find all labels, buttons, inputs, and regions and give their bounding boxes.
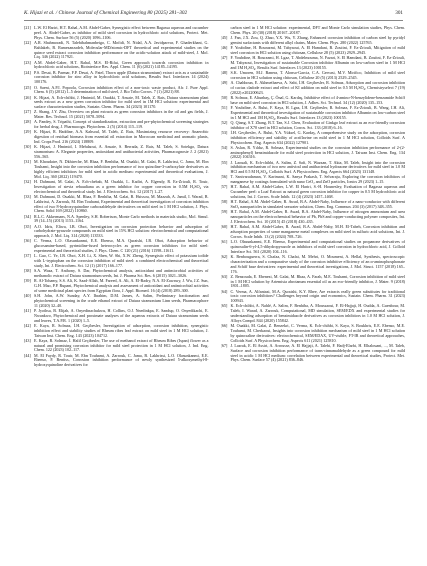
- reference-entry: [221, 344, 406, 363]
- reference-number: [46]: [220, 45, 228, 51]
- reference-number: [54]: [220, 144, 228, 150]
- reference-text: Z. Shang, J.Y. Zhu, Overview on plant extracts as green corrosion inhibitors in the oil and gas fields, J. Mater. Res. Technol. 15 (2021) 5078–5094.: [34, 109, 209, 120]
- reference-entry: [24, 145, 209, 160]
- reference-number: [23]: [24, 59, 31, 65]
- reference-number: [47]: [220, 55, 228, 61]
- reference-number: [45]: [220, 35, 228, 41]
- reference-number: [38]: [24, 268, 31, 274]
- reference-text: J. Laouali, K. Ech-chihbi, A. Salim, Z. Safi, N. Wazzan, T. Akta, M. Taleb, Insight into the corrosion inhibition mechanism of two new antiviral and antibacterial hydrazone derivatives for mild steel in 1.0 M HCl and 0.5 M H₂SO₄, Colloids Surf. A Physicochem. Eng. Aspects 664 (2023) 131148.: [230, 159, 405, 175]
- reference-text: L.W. El Hariri, H.T. Rahal, A.M. Abdel-Gaber, Synergistic effect between Bagassa aqueous and cucumber peel. A. Abdel-Gaber, as inhibitor of mild steel corrosion in hydrochloric acid solutions, Protect. Met. Phys. Chem. Surface 56 (5) (2020) 1096–1106.: [34, 26, 209, 40]
- reference-number: [50]: [220, 94, 228, 100]
- reference-entry: [221, 56, 406, 71]
- reference-text: M. El Faydy, R. Touir, M. Ebn Touhami, A. Zarrouk, C. Jama, B. Lakhrissi, L.O. Olasunkanmi, E.E. Ebenso, F. Bentiss, Corrosion inhibition performance of newly synthesized 5-alkoxymethyl-8-hydroxyquinoline derivatives for: [34, 352, 209, 368]
- reference-entry: [24, 130, 209, 145]
- reference-number: [22]: [24, 39, 31, 45]
- reference-entry: [24, 160, 209, 179]
- reference-text: carbon steel in 1 M HCl solution: experimental, DFT and Monte Carlo simulation studies, Phys. Chem. Chem. Phys. 20 (30) (2018) 20167–20187.: [230, 26, 405, 35]
- reference-text: K. Hijazi, R. Haddine, A.A. Kahsoul, M. Taleb, Z. Rais, Maximizing resource recovery: Anaerobic digestion of residual biomass from essential oil extraction in Moroccan medicinal and aromatic plants, Ind. Crops Prod. 216 (2024) 118809.: [34, 129, 209, 145]
- reference-number: [35]: [24, 223, 31, 229]
- reference-number: [40]: [24, 293, 31, 299]
- reference-text: S. Aslan, R. Yıldız, R. Solmaz, Experimental studies on the corrosion inhibition performance of 2-(2-aminophenyl) benzimidazole for mild steel protection in HCl solution, J. Taiwan Inst. Chem. Eng. 134 (2022) 104316.: [230, 144, 405, 160]
- reference-entry: [24, 254, 209, 269]
- reference-text: T. Sanivaradaman, V. Karimani, K. Sanya Prakash, T. Selvaraju, Exploring the corrosion inhibitors of manganese by coatings formulated with nano CeO₂ and ZnO particles, Ionics 29 (2023) 1–15.: [230, 174, 405, 185]
- left-column: [24, 26, 209, 552]
- reference-entry: [221, 324, 406, 343]
- reference-text: H.T. Rahal, A.M. Abdel-Gaber, R. Awad, B.A. Abdel-Naby, Influence of a nano-conductor with different SnO₂ nanoparticles in simulated seawater solution, Chem. Eng. Commun. 204 (3) (2017) 348–355.: [230, 199, 405, 210]
- references-body: [24, 26, 405, 552]
- reference-number: [53]: [220, 129, 228, 135]
- reference-number: [27]: [24, 109, 31, 115]
- reference-number: [25]: [24, 84, 31, 90]
- reference-number: [30]: [24, 144, 31, 150]
- reference-entry: [24, 309, 209, 324]
- reference-text: J. Fan, J.X. Zou, Q. Zhao, Y.X. Wu, Y. Zhang, Enhanced corrosion inhibition of carbon steel by pyridyl gemini surfactants with different alkyl chains, Mater. Chem. Phys. 280 (2022) 125765.: [230, 35, 405, 45]
- reference-text: L.O. Olasunkanmi, E.E. Ebenso, Experimental and computational studies on propanone derivatives of quinoxalin-6-yl-4,5-dihydropyrazole as inhibitors of mild steel corrosion in hydrochloric acid, J. Colloid Interface Sci. 561 (2020) 104–116.: [230, 239, 405, 254]
- reference-entry: [24, 239, 209, 254]
- reference-entry: [221, 255, 406, 274]
- reference-number: [32]: [24, 178, 31, 184]
- reference-text: E. Kaya, R. Solmaz, İ. Halil Geçibesler, The use of methanol extract of Rheum Ribes (Ispan) flower as a natural and promising corrosion inhibitor for mild steel protection in 1 M HCl solution, J. Ind. Eng. Chem. 122 (2023) 102–117.: [34, 337, 209, 353]
- reference-text: M. Ouakki, M. Galai, Z. Benzekri, C. Verma, K. Ech-chihbi, S. Kaya, S. Boukhris, E.E. Ebenso, M.E. Touhami, M. Cherkaoui, Insights into corrosion inhibition mechanism of mild steel in 1 M HCl solution by quinoxaline derivatives: electrochemical, SEM/EDAX, UV-visible, FT-IR and theoretical approaches, Colloids Surf. A Physicochem. Eng. Aspects 611 (2021) 125810.: [230, 323, 405, 343]
- reference-number: [37]: [24, 253, 31, 259]
- reference-text: P.S. Desai, B. Parmar, F.P. Desai, A. Patel, Thorn apple (Datura stramonium) extract acts as a sustainable corrosion inhibitor for zinc alloy in hydrochloric acid solutions, Results Surf. Interfaces 14 (2024) 100176.: [34, 69, 209, 85]
- reference-number: [65]: [220, 303, 228, 309]
- reference-text: K. Benbouguerra, S. Chafaa, N. Chafai, M. Mehri, O. Moumeni, A. Hellal, Synthesis, spectroscopic characterization and a comparative study of the corrosion inhibitive efficiency of an α-aminophosphonate and Schiff base derivatives: experimental and theoretical investigations, J. Mol. Struct. 1157 (2018) 165–176.: [230, 254, 405, 274]
- reference-text: K. Hijazi, J. Hmimid, I. Mehdaoui, A. Ansaie, S. Berrada, Z. Rais, M. Taleb, S. Sotekgo, Datura stramonium: A. Elegante properties, antioxidant and antibacterial activities, Pharmacognosie J. 2 (2021) 556–565.: [34, 144, 209, 160]
- reference-text: Z. Benzouda, E. Ebenezi, M. Galai, M. Rbaa, A. Farah, M.E. Touhami, Corrosion inhibition of mild steel in 1 M HCl solution by Artemisia abrotanum essential oil as an eco-friendly inhibitor, J. Mater. 9 (2018) 1801–1805.: [230, 273, 405, 289]
- reference-entry: [221, 146, 406, 161]
- reference-number: [24]: [24, 69, 31, 75]
- reference-number: [26]: [24, 94, 31, 100]
- reference-entry: [221, 210, 406, 225]
- reference-number: [42]: [24, 322, 31, 328]
- reference-entry: [24, 225, 209, 240]
- reference-text: M. Khoudaire, N. Dkhireche, M. Rbaa, F. Benhiba, M. Ouakki, M. Galai, B. Lakhrissi, C. Jama, M. Ebn Touhami, Insight into the corrosion inhibition performance of two quinoline-3-carboxylate derivatives as highly efficient inhibitors for mild steel in acidic medium: experimental and theoretical evaluations, J. Mol. Liq. 360 (2022) 119470.: [34, 159, 209, 179]
- reference-entry: [221, 81, 406, 96]
- reference-text: K. Hijazi, A. Ech-chihbi, J. Hmimid, M. Ouakki, T. Ansaie, M. Taleb, Z. Rais, Datura stramonium plant seeds extract as a new green corrosion inhibitor for mild steel in 1M HCl solution: experimental and surface characterization studies, Sustain. Chem. Pharm. 34 (2023) 101170.: [34, 94, 209, 110]
- reference-text: F. Youbdine, H. Bourazmi, M. Tabyaoui, A. El Hamdani, B. Zouitni, F. Ez-Zriouli, Mitigation of mild steel corrosion in HCl solution using chitosan, Cellulose 28 (5) (2023) 2929–2945.: [230, 45, 405, 55]
- reference-text: Q. Qiang, S.T. Zhang, B.T. Tan, S.J. Chen, Evaluation of Ginkgo leaf extract as an eco-friendly corrosion inhibitor of X70 steel in HCl solution, Corros. Sci. 133 (2018) 6–16.: [230, 119, 405, 130]
- reference-text: O. Saeni, A.P.I. Popoola, Corrosion inhibition effect of a non-toxic waste product, Afr. J. Pure Appl. Chem. 6 (5) (2012) 1–5 determination of mild steel, J. Bio Tribo Corros. 7 (1) (2021) 88.: [34, 84, 209, 95]
- reference-number: [59]: [220, 209, 228, 215]
- reference-number: [51]: [220, 104, 228, 110]
- reference-number: [36]: [24, 238, 31, 244]
- journal-citation: K. Hijazi et al. / Chinese Journal of Chemical Engineering 80 (2025) 281–302: [24, 10, 188, 16]
- reference-entry: [221, 304, 406, 323]
- reference-entry: [24, 26, 209, 41]
- reference-entry: [24, 354, 209, 369]
- reference-number: [56]: [220, 174, 228, 180]
- reference-number: [61]: [220, 239, 228, 245]
- reference-entry: [24, 41, 209, 60]
- reference-number: [60]: [220, 224, 228, 230]
- reference-text: R.L.C. Akkermans, N.A. Spenley, S.H. Robertson, Monte Carlo methods in materials studio, Mol. Simul. 39 (14–15) (2013) 1153–1164.: [34, 213, 209, 224]
- reference-text: C. Verma, A. Alfantazi, M.A. Quraishi, K.Y. Rhee, Are extracts really green substitutes for traditional toxic corrosion inhibitors? Challenges beyond origin and economics, Sustain. Chem. Pharm. 31 (2023) 100943.: [230, 288, 405, 304]
- reference-entry: [24, 294, 209, 309]
- reference-number: [49]: [220, 80, 228, 85]
- reference-entry: [221, 275, 406, 290]
- reference-entry: [221, 225, 406, 240]
- reference-number: [31]: [24, 159, 31, 165]
- reference-number: [62]: [220, 254, 228, 259]
- reference-text: L. Guo, C. Ye, I.B. Obot, X.H. Li, X. Shen, W. Shi, X.W. Zheng, Synergistic effect of potassium iodide with L-tryptophan on the corrosion inhibition of mild steel: a combined electrochemical and theoretical study, Int. J. Electrochem. Sci. 12 (1) (2017) 166–177.: [34, 253, 209, 268]
- reference-text: İ.H. Geçibesler, A. Bulut, Y.A. Yüksel, G. Kardaş, A comprehensive study on the adsorption, corrosion inhibition efficiency and stability of acriflavine on mild steel in 1 M HCl solution, Colloids Surf. A Physicochem. Eng. Aspects 634 (2022) 127901.: [230, 129, 405, 145]
- reference-entry: [24, 180, 209, 195]
- reference-text: P. Jyothsa, B. Elijah, A. Onyedinachukwu, H. Collins, O.J. Nnedinkpa, E. Sandup, O. Onyedikachi, E. Nwankwo, Phytochemical and proximate analyses of the aqueous extracts of Datura stramonium seeds and leaves, T.A.P.R. 1 (2020) 1–5.: [34, 307, 209, 323]
- reference-entry: [24, 71, 209, 86]
- reference-number: [43]: [24, 337, 31, 343]
- reference-entry: [24, 195, 209, 214]
- reference-text: K. Ech-chihbi, A. Nahlé, A. Salim, F. Benhiba, A. Moussaoui, F. El-Hajjaji, H. Oudda, A. Guenbour, M. Taleb, I. Warad, A. Zarrouk, Computational, MD simulation, SEM/EDX and experimental studies for understanding adsorption of benzimidazole derivatives as corrosion inhibitors in 1.0 M HCl solution, J. Alloys Compd. 844 (2020) 155842.: [230, 303, 405, 323]
- reference-text: A.M. Abdel-Gaber, H.T. Rahal, M.S. El-Rifai, Green approach towards corrosion inhibition in hydrochloric acid solutions, Biointerface Res. Appl. Chem. 11 (6) (2021) 14185–14195.: [34, 59, 209, 70]
- reference-number: [33]: [24, 193, 31, 199]
- page-number: 301: [395, 10, 403, 16]
- reference-text: J. Lazrak, E. El Assiri, A. Arrousse, A. El Hajjaji, A. Talebi, F. Hadj-Elarbi, H. Elhalouani, ..., M. Taleb, Surface and corrosion inhibition performance of trans-cinnamaldehyde as a green compound for mild steel in acidic 1 M HCl medium: correlation between experimental and theoretical studies, Protect. Met. Phys. Chem. Surface 57 (4) (2021) 836–846.: [230, 342, 405, 363]
- reference-number: [67]: [220, 342, 228, 348]
- reference-text: A.R. Shahmoradi, N. Talebibahmanbeigo, C. Mofidi, N. Nidal, A.A. Javidparvar, F. Ghaderkhani, G. Bahlakeh, B. Ramezanzadeh, Molecular-MD/atomic-DFT theoretical and experimental studies on the quince seed extract corrosion inhibition performance on the acidic-solution attack of mild-steel, J. Mol. Liq. 346 (2022) 117921.: [34, 39, 209, 60]
- reference-text: F. Youbdine, A. Bulut, F. Kaya, H. Lgaz, İ.H. Geçibesler, R. Solmaz, F. Ez-Zriouli, B. Wang, I.H. Ali, Experimental and theoretical investigation of sustainable corrosion inhibitor Albumin on low-carbon steel in 1 M HCl and 1M H₂SO₄, Results Surf. Interfaces 13 (2023) 100155.: [230, 104, 405, 120]
- reference-number: [34]: [24, 213, 31, 219]
- reference-text: C. Verma, L.O. Olasunkanmi, E.E. Ebenso, M.A. Quraishi, I.B. Obot, Adsorption behavior of glucosamine-based, pyrimidine-fused heterocycles as green corrosion inhibitors for mild steel: experimental and theoretical studies, J. Phys. Chem. C 120 (21) (2016) 11598–11611.: [34, 238, 209, 254]
- reference-number: [44]: [24, 352, 31, 358]
- reference-text: S.H. John, A.W. Sunday, A.Y. Ibrahim, D.M. James, A. Salim, Preliminary fractionation and phytochemical screening in the crude ethanol extract of Datura stramonium Linn seeds, Pharmacophore 11 (2020) 32–40.: [34, 293, 209, 308]
- reference-text: F. Youbdine, H. Bourazmi, H. Lgaz, T. Abdelmouma, N. Fazari, S. El Hamdani, B. Zouitni, F. Ez-Zriouli, M. Tabyaoui, Investigation of sustainable Corrosion inhibitor Albumin on low-carbon steel in 1 M HCl and 1M H₂SO₄, Results Surf. Interfaces 13 (2023) 100155.: [230, 55, 405, 70]
- reference-number: [57]: [220, 184, 228, 190]
- right-column: [221, 26, 406, 552]
- reference-number: [52]: [220, 119, 228, 125]
- reference-number: [28]: [24, 119, 31, 125]
- reference-number: [29]: [24, 129, 31, 135]
- reference-entry: [221, 161, 406, 176]
- reference-entry: [24, 279, 209, 294]
- reference-entry: [221, 185, 406, 200]
- reference-entry: [221, 106, 406, 121]
- reference-text: S.K. Umoren, M.J. Banera, T. Alonso-Garcia, C.A. Gervasi, M.V. Mirifico, Inhibition of mild steel corrosion in HCl solution using chitosan, Cellulose 20 (5) (2013) 2529–2545.: [230, 69, 405, 80]
- reference-number: [64]: [220, 288, 228, 294]
- reference-entry: [24, 324, 209, 339]
- reference-number: [66]: [220, 323, 228, 329]
- reference-text: H.T. Rahal, A.M. Abdel-Gaber, R. Awad, B.A. Abdel-Naby, M.H. El-Tabeh, Corrosion inhibition and adsorption properties of some manganese metal complexes on mild steel in sulfuric acid solutions, Int. J. Corros. Scale Inhib. 13 (2) (2024) 708–726.: [230, 224, 405, 239]
- reference-number: [63]: [220, 273, 228, 279]
- reference-number: [41]: [24, 307, 31, 313]
- reference-text: A. Pandey, S. Tripathi, Concept of standardization, extraction and pre-phytochemical screening strategies for herbal drug, J. Pharmacogn. Phytochem. 2 (5) (2014) 115–119.: [34, 119, 209, 130]
- reference-number: [39]: [24, 278, 31, 284]
- reference-entry: [221, 240, 406, 255]
- reference-entry: [221, 131, 406, 146]
- header-rule: [24, 20, 403, 21]
- reference-entry: [221, 290, 406, 305]
- reference-number: [48]: [220, 69, 228, 75]
- reference-text: A. Chahboun, E. Akhmetbaeva, A. Sabi, İ.H. Geçibesler, R. Solmaz, Adsorption and corrosion inhibition of cactus cladode extract and effect of KI addition on mild steel in 0.5 M H₂SO₄, Chemistryselect 7 (19) (2022) e202200623.: [230, 80, 405, 95]
- reference-text: R. Solmaz, E. Altunbaş, Ç. Önal, G. Kardaş, Inhibitive effect of 4-amino-N-benzylidene-benzamide Schiff base on mild steel corrosion in HCl solution, J. Adhes. Sci. Technol. 34 (12) (2020) 135–153.: [230, 94, 405, 105]
- reference-text: S.A. Waza, T. Anthony, S. Dar, Phytochemical analysis, antioxidant and antimicrobial activities of methanolic extract of Datura stramonium seeds, Int. J. Pharma Sci. Res. 6 (2015) 3021–3026.: [34, 268, 209, 279]
- reference-text: H. Dahmani, M. Galai, A. Ech-chebab, M. Ouakki, L. Kadiri, A. Elgendy, R. Ez-Zriouli, R. Touir, Investigation of stevia rebaudiana as a green inhibitor for copper corrosion in 0.5M H₂SO₄ via electrochemical and theoretical study. Int. J. Electrochem. Sci. 12 (2017) 1–27.: [34, 178, 209, 194]
- reference-number: [55]: [220, 159, 228, 165]
- reference-entry: [24, 96, 209, 111]
- reference-number: [58]: [220, 199, 228, 205]
- reference-text: M. Dahmani, D. Ouakki, M. Rbaa, F. Benhiba, M. Galai, B. Hsissou, M. Mazzah, A. Jamil, I. Warad, B. Lakhrissi, A. Zarrouk, M. Ebn Touhami, Experimental and theoretical investigation of corrosion inhibition effect of two 8-hydroxyquinoline carboxaldehyde derivatives on mild steel in 1 M HCl solution, J. Phys. Chem. Solid 169 (2022) 110860.: [34, 193, 209, 214]
- reference-text: E. Kaya, R. Solmaz, İ.H. Geçibesler, Investigation of adsorption, corrosion inhibition, synergistic inhibition effect and stability studies of Rheum ribes leaf extract on mild steel in 1 M HCl solution, J. Taiwan Inst. Chem. Eng. 143 (2023) 104712.: [34, 322, 209, 338]
- reference-number: [21]: [24, 26, 31, 30]
- page-header: [24, 8, 403, 18]
- reference-text: H.T. Rahal, A.M. Abdel-Gaber, L.W. El Hariri, S.-H. Hounesley, Evaluation of Bagassa aqueous and Cucumber peel: a Loaf Extract as natural green corrosion inhibitor for copper in 0.5 M hydrochloric acid solutions, Int. J. Corros. Scale Inhib. 12 (4) (2023) 1457–1468.: [230, 184, 405, 200]
- reference-entry: [24, 339, 209, 354]
- reference-text: H.T. Rahal, A.M. Abdel-Gaber, R. Awad, B.A. Abdel-Naby, Influence of nitrogen ammonium and urea nanoparticles on the electrochemical behavior of Pb, PbS and copper-conducting polymer composites, Int. J. Electrochem. Sci. 10 (2015) 45 (2018) 430–435.: [230, 209, 405, 225]
- reference-text: R. Al-Tohamy, S.S. Ali, K. Saad-Allah, M. Fareed, A. Ali, A. El-Badry, N.A. El-Zawawy, J. Wu, J.Z. Sun, G.H. Mao, P.P. Rupani, Phytochemical analysis and assessment of antioxidant and antimicrobial activities of some medicinal plant species from Egyptian flora, J. Appl. Biomed. 16 (4) (2018) 289–300.: [34, 278, 209, 293]
- reference-text: A.O. Idris, Eliwa, I.B. Obot, Investigation on corrosion protection behavior and adsorption of carbohydrate-pyrazole compounds on mild steel in 15% HCl solution: electrochemical and computational approach, J. Mol. Liq. 314 (2020) 113533.: [34, 223, 209, 239]
